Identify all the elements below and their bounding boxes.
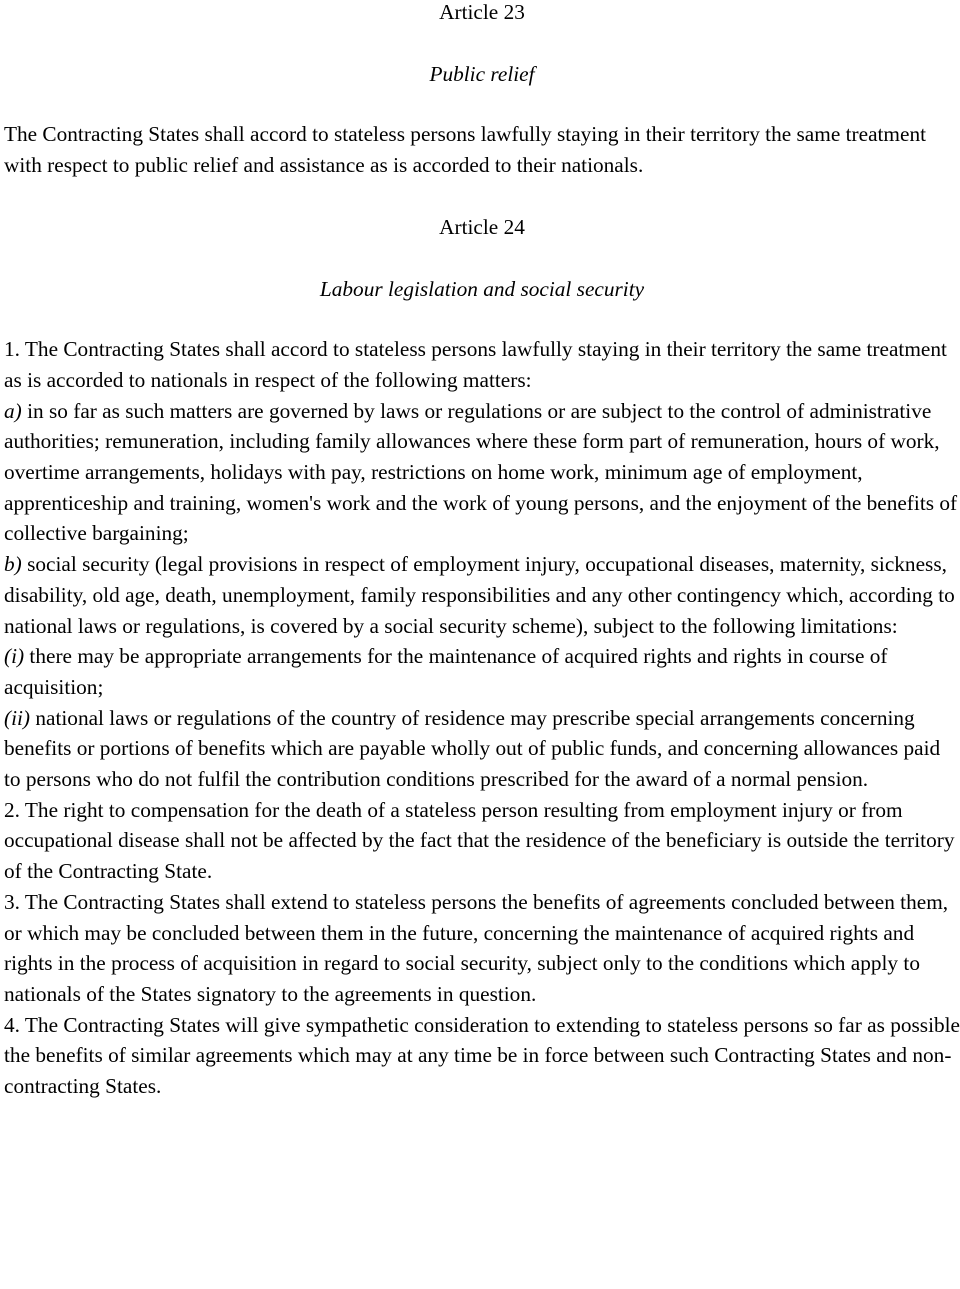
article-23-number: Article 23: [439, 0, 525, 24]
item-text-ii: national laws or regulations of the country of residence may prescribe special arrangements concerning benefits or portions of benefits which are payable wholly out of public funds, and concerning allowances paid to persons who do not fulfil the contribution conditions prescribed for the award of a normal pension.: [4, 705, 941, 792]
article-24-paragraph-1b-ii: [4, 703, 960, 795]
item-label-i: (i): [4, 644, 25, 669]
article-24-paragraph-3: 3. The Contracting States shall extend to stateless persons the benefits of agreements concluded between them, or which may be concluded between them in the future, concerning the maintenance of acquired rights and rights in the process of acquisition in regard to social security, subject only to the conditions which apply to nationals of the States signatory to the agreements in question.: [4, 889, 949, 1006]
item-label-a: a): [4, 398, 22, 423]
article-24-number: Article 24: [439, 214, 525, 239]
item-text-i: there may be appropriate arrangements for the maintenance of acquired rights and rights in course of acquisition;: [4, 644, 888, 699]
article-24-paragraph-1a: [4, 396, 960, 550]
article-24-paragraph-4: 4. The Contracting States will give sympathetic consideration to extending to stateless persons so far as possible the benefits of similar agreements which may at any time be in force between such Contracting States and non-contracting States.: [4, 1012, 960, 1099]
item-text-a: in so far as such matters are governed by laws or regulations or are subject to the control of administrative authorities; remuneration, including family allowances where these form part of remuneration, hours of work, overtime arrangements, holidays with pay, restrictions on home work, minimum age of employment, apprenticeship and training, women's work and the work of young persons, and the enjoyment of the benefits of collective bargaining;: [4, 398, 958, 546]
article-23-text: The Contracting States shall accord to stateless persons lawfully staying in their territory the same treatment with respect to public relief and assistance as is accorded to their nationals.: [4, 122, 927, 178]
article-24-paragraph-1b-i: [4, 641, 960, 702]
item-text-b: social security (legal provisions in respect of employment injury, occupational diseases, maternity, sickness, disability, old age, death, unemployment, family responsibilities and any other contingency which, according to national laws or regulations, is covered by a social security scheme), subject to the following limitations:: [4, 552, 955, 638]
document-page: [4, 0, 960, 1102]
article-23-title: Public relief: [429, 61, 535, 86]
item-label-b: b): [4, 552, 22, 577]
article-24-paragraph-1b: [4, 549, 960, 641]
article-24-paragraph-2: 2. The right to compensation for the death of a stateless person resulting from employment injury or from occupational disease shall not be affected by the fact that the residence of the beneficiary is outside the territory of the Contracting State.: [4, 797, 955, 884]
article-24-paragraph-1: 1. The Contracting States shall accord to stateless persons lawfully staying in their territory the same treatment as is accorded to nationals in respect of the following matters:: [4, 337, 947, 392]
item-label-ii: (ii): [4, 705, 31, 730]
article-24-title: Labour legislation and social security: [319, 276, 645, 301]
